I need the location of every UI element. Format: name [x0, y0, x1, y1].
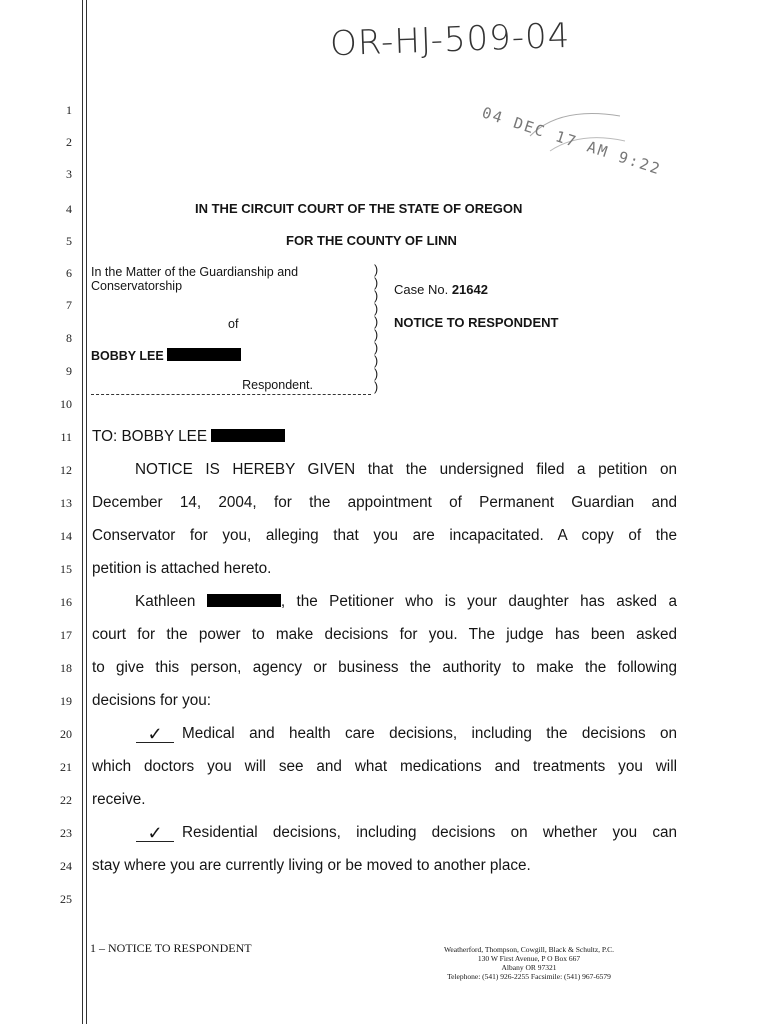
- line-number: 22: [60, 793, 72, 807]
- caption-parens: ) ) ) ) ) ) ) ) ) ): [374, 263, 379, 394]
- line-20-text: Medical and health care decisions, including the decisions on: [182, 725, 677, 742]
- line-number: 19: [60, 694, 72, 708]
- line-number: 3: [66, 167, 72, 181]
- line-number: 6: [66, 266, 72, 280]
- checkmark-icon: ✓: [136, 825, 174, 842]
- document-title: NOTICE TO RESPONDENT: [394, 315, 559, 330]
- body-line-13: December 14, 2004, for the appointment of Permanent Guardian and: [92, 494, 677, 511]
- body-line-22: receive.: [92, 791, 146, 808]
- caption-respondent-line: [91, 378, 371, 395]
- line-number: 9: [66, 364, 72, 378]
- court-county: FOR THE COUNTY OF LINN: [286, 233, 457, 248]
- caption-respondent-name: [91, 348, 241, 363]
- line-number: 23: [60, 826, 72, 840]
- respondent-label: Respondent.: [242, 378, 313, 392]
- handwritten-case-code: OR-HJ-509-04: [329, 15, 571, 65]
- line-number: 8: [66, 331, 72, 345]
- line-number: 11: [60, 430, 72, 444]
- footer-page-label: 1 – NOTICE TO RESPONDENT: [90, 941, 252, 955]
- line-number: 1: [66, 103, 72, 117]
- line-number: 2: [66, 135, 72, 149]
- body-line-14: Conservator for you, alleging that you are incapacitated. A copy of the: [92, 527, 677, 544]
- margin-rule-left: [82, 0, 83, 1024]
- body-line-18: to give this person, agency or business the authority to make the following: [92, 659, 677, 676]
- firm-address-1: 130 W First Avenue, P O Box 667: [477, 954, 581, 963]
- body-line-11: [92, 428, 285, 446]
- line-number: 10: [60, 397, 72, 411]
- caption-matter: [91, 265, 298, 293]
- line-number: 14: [60, 529, 72, 543]
- line-number: 7: [66, 298, 72, 312]
- caption-matter-line1: In the Matter of the Guardianship and: [91, 265, 299, 279]
- line-number: 25: [60, 892, 72, 906]
- case-no-value: 21642: [451, 282, 488, 297]
- line-number: 15: [60, 562, 72, 576]
- petitioner-first-name: Kathleen: [135, 593, 196, 610]
- court-name: IN THE CIRCUIT COURT OF THE STATE OF OREGON: [195, 201, 523, 216]
- body-line-23: [92, 824, 677, 842]
- line-number: 17: [60, 628, 72, 642]
- caption-matter-line2: Conservatorship: [91, 279, 183, 293]
- body-line-17: court for the power to make decisions for you. The judge has been asked: [92, 626, 677, 643]
- line-number: 24: [60, 859, 72, 873]
- to-line: TO: BOBBY LEE: [92, 428, 208, 445]
- body-line-24: stay where you are currently living or be moved to another place.: [92, 857, 531, 874]
- line-number: 16: [60, 595, 72, 609]
- margin-rule-right: [86, 0, 87, 1024]
- line-number: 18: [60, 661, 72, 675]
- redaction-bar: [167, 348, 241, 361]
- respondent-name: BOBBY LEE: [91, 349, 164, 363]
- line-number: 20: [60, 727, 72, 741]
- line-23-text: Residential decisions, including decisions on whether you can: [182, 824, 677, 841]
- firm-phone: Telephone: (541) 926-2255 Facsimile: (541) 967-6579: [447, 972, 611, 981]
- firm-address-2: Albany OR 97321: [501, 963, 557, 972]
- redaction-bar: [207, 594, 281, 607]
- body-line-19: decisions for you:: [92, 692, 212, 709]
- caption-of: of: [228, 317, 239, 331]
- redaction-bar: [211, 429, 285, 442]
- line-number: 21: [60, 760, 72, 774]
- checkmark-icon: ✓: [136, 726, 174, 743]
- firm-name: Weatherford, Thompson, Cowgill, Black & Schultz, P.C.: [443, 945, 615, 954]
- filing-stamp: 04 DEC 17 AM 9:22: [479, 103, 664, 179]
- body-line-20: [92, 725, 677, 743]
- footer-firm-block: [404, 945, 654, 981]
- line-number: 4: [66, 202, 72, 216]
- line-number: 5: [66, 234, 72, 248]
- body-line-12: NOTICE IS HEREBY GIVEN that the undersigned filed a petition on: [135, 461, 677, 478]
- case-no-label: Case No.: [394, 282, 449, 297]
- body-line-16: [135, 593, 677, 611]
- body-line-15: petition is attached hereto.: [92, 560, 272, 577]
- line-16-rest: , the Petitioner who is your daughter has asked a: [280, 593, 677, 610]
- line-number: 13: [60, 496, 72, 510]
- line-number: 12: [60, 463, 72, 477]
- case-number: [394, 283, 488, 297]
- body-line-21: which doctors you will see and what medications and treatments you will: [92, 758, 677, 775]
